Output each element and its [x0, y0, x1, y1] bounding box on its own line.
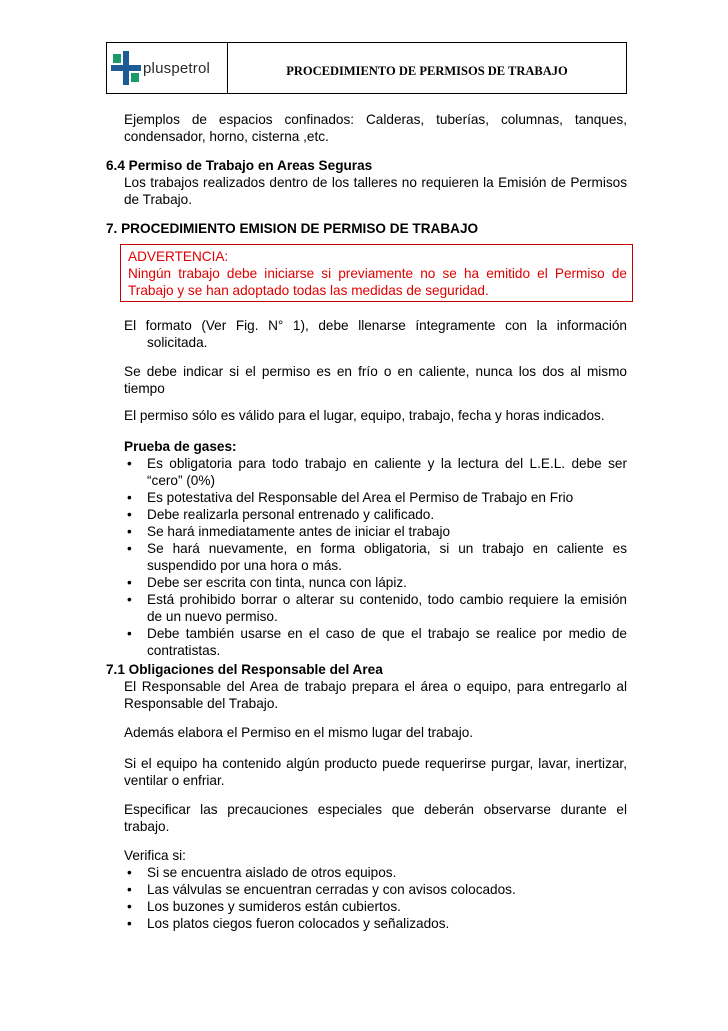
document-title: PROCEDIMIENTO DE PERMISOS DE TRABAJO [286, 63, 568, 78]
verify-list [124, 864, 627, 932]
bullet-icon: • [127, 916, 132, 931]
logo-text: pluspetrol [143, 59, 211, 77]
bullet-icon: • [127, 899, 132, 914]
bullet-icon: • [127, 524, 132, 539]
bullet-icon: • [127, 592, 132, 607]
list-item: • Está prohibido borrar o alterar su contenido, todo cambio requiere la emisión de un nuevo permiso. [127, 592, 627, 624]
format-paragraph [124, 317, 627, 351]
section-7-heading: 7. PROCEDIMIENTO EMISION DE PERMISO DE TRABAJO [106, 221, 479, 236]
warning-box [120, 244, 633, 302]
format-line-2: solicitada. [147, 335, 208, 350]
permit-place-paragraph: Además elabora el Permiso en el mismo lugar del trabajo. [124, 725, 474, 740]
gas-test-heading: Prueba de gases: [124, 439, 237, 454]
verify-heading: Verifica si: [124, 848, 186, 863]
responsible-paragraph: El Responsable del Area de trabajo prepara el área o equipo, para entregarlo al Responsable del Trabajo. [124, 679, 627, 711]
list-item: • Las válvulas se encuentran cerradas y con avisos colocados. [127, 882, 516, 897]
list-item: • Los buzones y sumideros están cubiertos. [127, 899, 401, 914]
bullet-icon: • [127, 575, 132, 590]
list-item: • Se hará nuevamente, en forma obligatoria, si un trabajo en caliente es suspendido por una hora o más. [127, 541, 627, 573]
list-item: • Es potestativa del Responsable del Area el Permiso de Trabajo en Frio [127, 490, 574, 505]
list-item: • Debe también usarse en el caso de que el trabajo se realice por medio de contratistas. [127, 626, 627, 658]
list-item: • Si se encuentra aislado de otros equipos. [127, 865, 397, 880]
list-item: • Los platos ciegos fueron colocados y señalizados. [127, 916, 450, 931]
bullet-icon: • [127, 865, 132, 880]
cold-hot-paragraph: Se debe indicar si el permiso es en frío o en caliente, nunca los dos al mismo tiempo [124, 364, 627, 396]
gas-test-list [124, 455, 627, 659]
bullet-icon: • [127, 456, 132, 471]
warning-title: ADVERTENCIA: [128, 249, 229, 264]
format-line-1: El formato (Ver Fig. N° 1), debe llenarse íntegramente con la información [124, 318, 627, 333]
pluspetrol-logo-icon [111, 51, 141, 85]
validity-paragraph: El permiso sólo es válido para el lugar, equipo, trabajo, fecha y horas indicados. [124, 408, 605, 423]
section-6-4-heading: 6.4 Permiso de Trabajo en Areas Seguras [106, 158, 373, 173]
list-item: • Debe ser escrita con tinta, nunca con lápiz. [127, 575, 407, 590]
bullet-icon: • [127, 507, 132, 522]
document-header [106, 42, 627, 94]
section-7-1-heading: 7.1 Obligaciones del Responsable del Area [106, 662, 383, 677]
bullet-icon: • [127, 626, 132, 641]
list-item: • Se hará inmediatamente antes de iniciar el trabajo [127, 524, 451, 539]
section-6-4-text: Los trabajos realizados dentro de los talleres no requieren la Emisión de Permisos de Trabajo. [124, 175, 627, 207]
precautions-paragraph: Especificar las precauciones especiales que deberán observarse durante el trabajo. [124, 802, 627, 834]
list-item: • Es obligatoria para todo trabajo en caliente y la lectura del L.E.L. debe ser “cero” (0%) [127, 456, 627, 488]
warning-text: Ningún trabajo debe iniciarse si previamente no se ha emitido el Permiso de Trabajo y se han adoptado todas las medidas de seguridad. [128, 266, 627, 298]
equipment-paragraph: Si el equipo ha contenido algún producto puede requerirse purgar, lavar, inertizar, ventilar o enfriar. [124, 756, 627, 788]
bullet-icon: • [127, 490, 132, 505]
bullet-icon: • [127, 541, 132, 556]
intro-paragraph: Ejemplos de espacios confinados: Calderas, tuberías, columnas, tanques, condensador, horno, cisterna ,etc. [124, 112, 627, 144]
bullet-icon: • [127, 882, 132, 897]
company-logo [107, 43, 228, 93]
list-item: • Debe realizarla personal entrenado y calificado. [127, 507, 435, 522]
